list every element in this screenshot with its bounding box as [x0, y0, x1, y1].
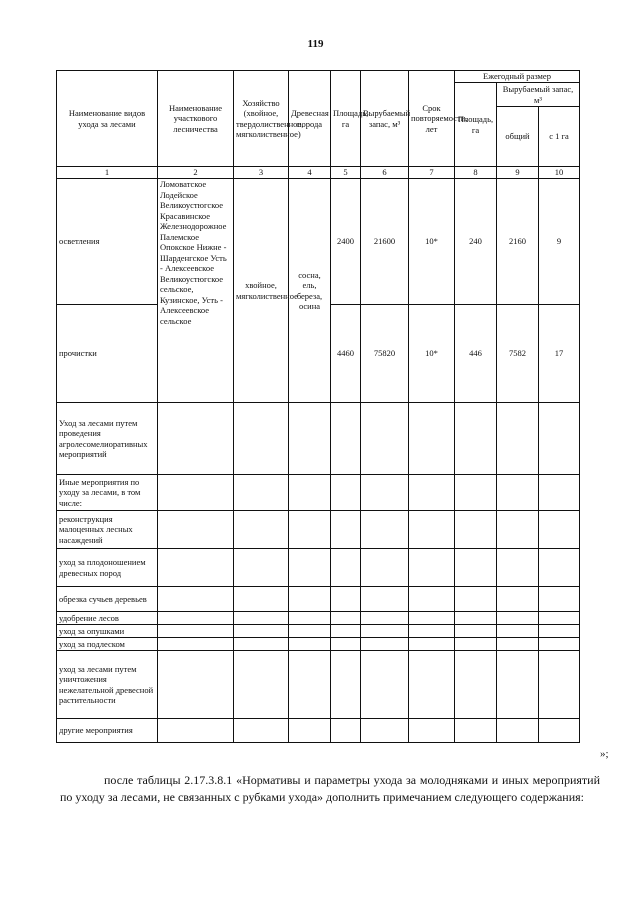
table-row — [57, 587, 580, 612]
body-paragraph — [60, 772, 600, 806]
care-type-cell: реконструкция малоценных лесных насаждений — [57, 511, 158, 549]
area-cell: 4460 — [331, 305, 361, 403]
care-type-cell: Иные мероприятия по уходу за лесами, в том числе: — [57, 475, 158, 511]
header-per-ha: с 1 га — [539, 107, 580, 167]
table-row — [57, 475, 580, 511]
forestry-list-cell: Ломоватское Лодейское Великоустюгское Красавинское Железнодорожное Палемское Опокское Нижне - Шарденгское Усть - Алексеевское Великоустюгское сельское, Кузинское, Усть - Алексеевское сельское — [158, 179, 234, 403]
area-cell: 2400 — [331, 179, 361, 305]
care-type-cell: осветления — [57, 179, 158, 305]
header-annual-area: Площадь, га — [455, 83, 497, 167]
column-number-row — [57, 167, 580, 179]
table-row — [57, 612, 580, 625]
table-row — [57, 549, 580, 587]
per-ha-cell: 9 — [539, 179, 580, 305]
table-row — [57, 638, 580, 651]
col-number: 3 — [234, 167, 289, 179]
col-number: 2 — [158, 167, 234, 179]
annual-area-cell: 446 — [455, 305, 497, 403]
header-total: общий — [497, 107, 539, 167]
total-cell: 7582 — [497, 305, 539, 403]
table-row — [57, 179, 580, 305]
forest-care-table — [56, 70, 580, 743]
annual-area-cell: 240 — [455, 179, 497, 305]
period-cell: 10* — [409, 179, 455, 305]
header-economy: Хозяйство (хвойное, твердолиственное, мягколиственное) — [234, 71, 289, 167]
paragraph-text: после таблицы 2.17.3.8.1 «Нормативы и параметры ухода за молодняками и иных мероприятий по уходу за лесами, не связанных с рубками ухода» дополнить примечанием следующего содержания: — [60, 773, 600, 804]
col-number: 7 — [409, 167, 455, 179]
col-number: 9 — [497, 167, 539, 179]
species-cell: сосна, ель, береза, осина — [289, 179, 331, 403]
header-period: Срок повторяемости, лет — [409, 71, 455, 167]
col-number: 8 — [455, 167, 497, 179]
table-row — [57, 651, 580, 719]
col-number: 5 — [331, 167, 361, 179]
care-type-cell: уход за плодоношением древесных пород — [57, 549, 158, 587]
header-cut-stock: Вырубаемый запас, м³ — [497, 83, 580, 107]
closing-quote: »; — [600, 748, 609, 760]
care-type-cell: уход за подлеском — [57, 638, 158, 651]
care-type-cell: Уход за лесами путем проведения агролесомелиоративных мероприятий — [57, 403, 158, 475]
header-stock: Вырубаемый запас, м³ — [361, 71, 409, 167]
care-type-cell: удобрение лесов — [57, 612, 158, 625]
table-row — [57, 511, 580, 549]
stock-cell: 21600 — [361, 179, 409, 305]
header-forestry: Наименование участкового лесничества — [158, 71, 234, 167]
total-cell: 2160 — [497, 179, 539, 305]
care-type-cell: обрезка сучьев деревьев — [57, 587, 158, 612]
table-row — [57, 403, 580, 475]
header-area: Площадь, га — [331, 71, 361, 167]
per-ha-cell: 17 — [539, 305, 580, 403]
col-number: 6 — [361, 167, 409, 179]
stock-cell: 75820 — [361, 305, 409, 403]
header-care-type: Наименование видов ухода за лесами — [57, 71, 158, 167]
col-number: 1 — [57, 167, 158, 179]
care-type-cell: уход за опушками — [57, 625, 158, 638]
table-row — [57, 625, 580, 638]
table-row — [57, 719, 580, 743]
header-species: Древесная порода — [289, 71, 331, 167]
page-number: 119 — [307, 38, 324, 50]
col-number: 10 — [539, 167, 580, 179]
care-type-cell: прочистки — [57, 305, 158, 403]
economy-cell: хвойное, мягколиственное — [234, 179, 289, 403]
header-annual: Ежегодный размер — [455, 71, 580, 83]
care-type-cell: уход за лесами путем уничтожения нежелательной древесной растительности — [57, 651, 158, 719]
col-number: 4 — [289, 167, 331, 179]
period-cell: 10* — [409, 305, 455, 403]
care-type-cell: другие мероприятия — [57, 719, 158, 743]
